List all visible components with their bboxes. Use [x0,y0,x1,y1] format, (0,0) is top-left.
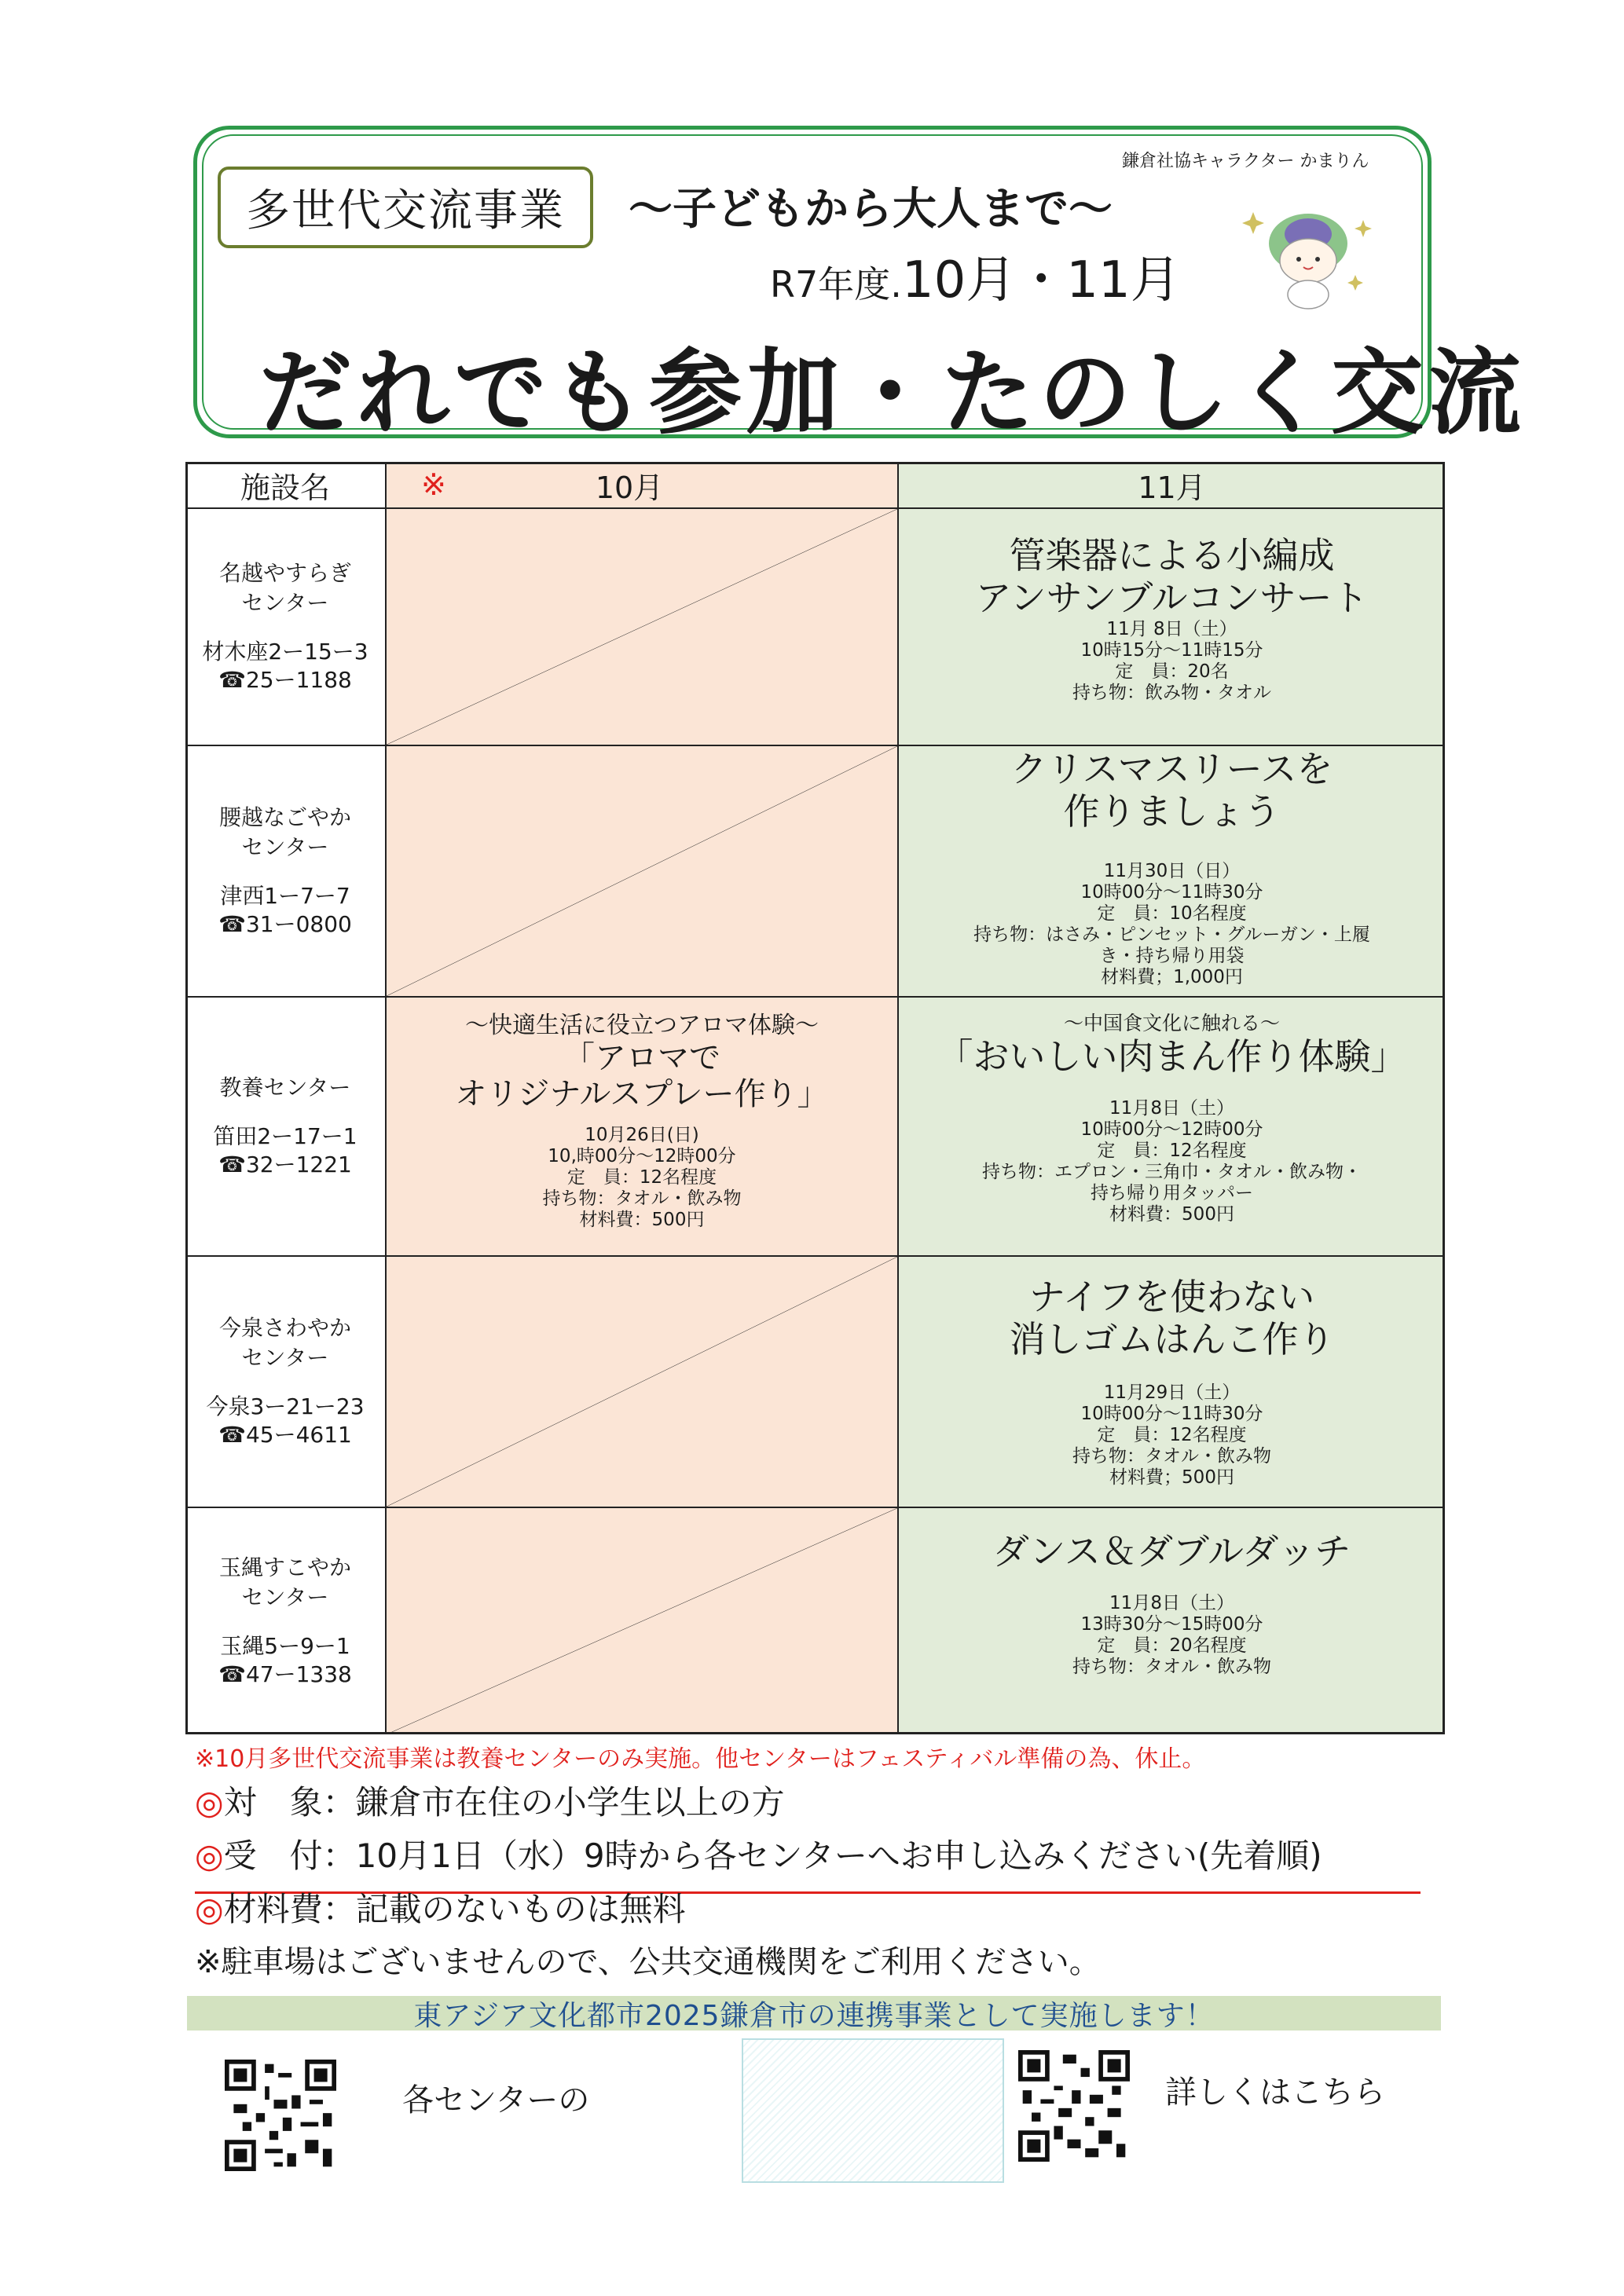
header-facility: 施設名 [185,462,387,507]
info-target-text: 対 象：鎌倉市在住の小学生以上の方 [223,1783,785,1822]
event-time: 10,時00分～12時00分 [548,1146,736,1166]
event-belongings: 持ち物：はさみ・ピンセット・グルーガン・上履 [973,925,1370,945]
facility-phone: ☎31ー0800 [218,911,352,937]
qr-code-icon-right[interactable] [1018,2050,1130,2162]
facility-name: 名越やすらぎ [218,560,351,586]
info-reception-text: 受 付：10月1日（水）9時から各センターへお申し込みください(先着順) [223,1836,1322,1875]
event-title: クリスマスリースを [1010,748,1333,790]
facility-name-line2: センター [241,590,329,616]
table-row [185,996,1445,1255]
diagonal-line [387,509,897,745]
event-title: 「おいしい肉まん作り体験」 [937,1035,1407,1078]
main-title: だれでも参加・たのしく交流 [259,339,1527,447]
november-event [899,746,1445,996]
facility-name: 玉縄すこやか [218,1554,351,1580]
facility-cell [185,509,387,745]
event-capacity: 定 員：12名程度 [566,1167,717,1188]
event-title: ナイフを使わない [1028,1276,1315,1318]
facility-name: 教養センター [219,1075,351,1100]
facility-cell [185,746,387,996]
event-title: ダンス＆ダブルダッチ [992,1530,1351,1573]
mascot-illustration [1230,189,1387,314]
mascot-caption: 鎌倉社協キャラクター かまりん [1122,152,1369,171]
table-row [185,507,1445,745]
facility-address: 笛田2ー17ー1 [213,1123,357,1149]
event-capacity: 定 員：20名 [1115,661,1229,682]
parking-note: ※駐車場はございませんので、公共交通機関をご利用ください。 [195,1944,1101,1980]
facility-name-line2: センター [241,834,329,860]
facility-address: 玉縄5ー9ー1 [220,1633,350,1659]
facility-name: 腰越なごやか [218,804,351,830]
program-badge: 多世代交流事業 [218,167,593,248]
info-target [195,1777,785,1824]
table-row [185,745,1445,996]
event-belongings: 持ち物：エプロン・三角巾・タオル・飲み物・ [982,1162,1362,1182]
event-title: 管楽器による小編成 [1009,534,1335,577]
fiscal-period [770,240,1181,312]
bullet-mark: ◎ [195,1836,224,1875]
period: 10月・11月 [901,251,1181,309]
october-cell-empty [387,1508,899,1734]
facility-name: 今泉さわやか [218,1315,351,1341]
event-time: 10時15分～11時15分 [1080,640,1263,661]
event-time: 10時00分～11時30分 [1080,1404,1263,1424]
schedule-table [185,462,1445,1734]
event-capacity: 定 員：10名程度 [1097,903,1247,924]
event-belongings: 持ち物：タオル・飲み物 [1072,1446,1271,1467]
facility-address: 今泉3ー21ー23 [206,1393,365,1419]
november-event [899,1257,1445,1507]
qr-label-right: 詳しくはこちら [1165,2074,1385,2111]
facility-name-line2: センター [241,1584,329,1610]
header-november: 11月 [899,462,1445,507]
facility-phone: ☎25ー1188 [218,667,352,693]
event-kicker: ～快適生活に役立つアロマ体験～ [465,1012,819,1039]
culture-city-logo [742,2038,1004,2183]
qr-code-icon-left[interactable] [225,2060,336,2171]
event-fee: 材料費：500円 [1109,1204,1234,1225]
facility-phone: ☎32ー1221 [218,1152,352,1177]
october-note: ※10月多世代交流事業は教養センターのみ実施。他センターはフェスティバル準備の為、休止。 [195,1745,1206,1773]
event-time: 10時00分～12時00分 [1080,1119,1263,1140]
info-reception [195,1830,1322,1877]
facility-cell [185,1257,387,1507]
subtitle: ～子どもから大人まで～ [629,184,1113,235]
event-fee: 材料費；500円 [1109,1467,1234,1488]
bullet-mark: ◎ [195,1890,224,1928]
facility-cell [185,998,387,1255]
qr-label-left: 各センターの [402,2082,590,2118]
event-fee: 材料費：500円 [579,1210,705,1230]
october-event [387,998,899,1255]
fiscal-year: R7年度. [770,263,902,306]
event-capacity: 定 員：12名程度 [1097,1141,1247,1161]
info-fee [195,1884,686,1931]
event-time: 13時30分～15時00分 [1080,1614,1263,1635]
event-belongings: 持ち物：タオル・飲み物 [1072,1657,1271,1677]
event-capacity: 定 員：20名程度 [1097,1635,1247,1656]
event-belongings: 持ち物：タオル・飲み物 [542,1188,742,1209]
event-date: 11月29日（土） [1103,1382,1241,1403]
event-belongings-cont: き・持ち帰り用袋 [1099,946,1245,966]
event-belongings-cont: 持ち帰り用タッパー [1091,1183,1253,1203]
october-cell-empty [387,509,899,745]
info-fee-text: 材料費：記載のないものは無料 [223,1890,686,1928]
event-date: 11月8日（土） [1109,1098,1234,1119]
event-title-line2: アンサンブルコンサート [975,577,1369,619]
facility-address: 材木座2ー15ー3 [202,639,368,665]
bullet-mark: ◎ [195,1783,224,1822]
november-event [899,998,1445,1255]
facility-address: 津西1ー7ー7 [220,883,350,909]
event-belongings: 持ち物：飲み物・タオル [1072,683,1271,703]
diagonal-line [387,1508,897,1734]
event-title-line2: 作りましょう [1063,790,1281,833]
event-date: 10月26日(日) [585,1125,699,1145]
header-october [387,462,899,507]
event-fee: 材料費；1,000円 [1101,967,1243,987]
partnership-banner: 東アジア文化都市2025鎌倉市の連携事業として実施します！ [187,1996,1441,2031]
event-time: 10時00分～11時30分 [1080,882,1263,903]
table-row [185,1507,1445,1734]
event-date: 11月 8日（土） [1106,619,1237,639]
table-row [185,1255,1445,1507]
event-kicker: ～中国食文化に触れる～ [1063,1012,1280,1034]
header-october-label: 10月 [595,470,664,505]
facility-name-line2: センター [241,1345,329,1371]
november-event [899,1508,1445,1734]
event-date: 11月8日（土） [1109,1593,1234,1613]
event-title: 「アロマで [563,1040,720,1076]
diagonal-line [387,1257,897,1507]
facility-phone: ☎45ー4611 [218,1422,352,1448]
facility-phone: ☎47ー1338 [218,1661,352,1687]
october-cell-empty [387,746,899,996]
header-october-mark: ※ [421,467,446,502]
november-event [899,509,1445,745]
facility-cell [185,1508,387,1734]
october-cell-empty [387,1257,899,1507]
event-date: 11月30日（日） [1103,861,1241,881]
event-capacity: 定 員：12名程度 [1097,1425,1247,1445]
diagonal-line [387,746,897,996]
event-title-line2: オリジナルスプレー作り」 [455,1076,829,1112]
event-title-line2: 消しゴムはんこ作り [1009,1318,1335,1360]
